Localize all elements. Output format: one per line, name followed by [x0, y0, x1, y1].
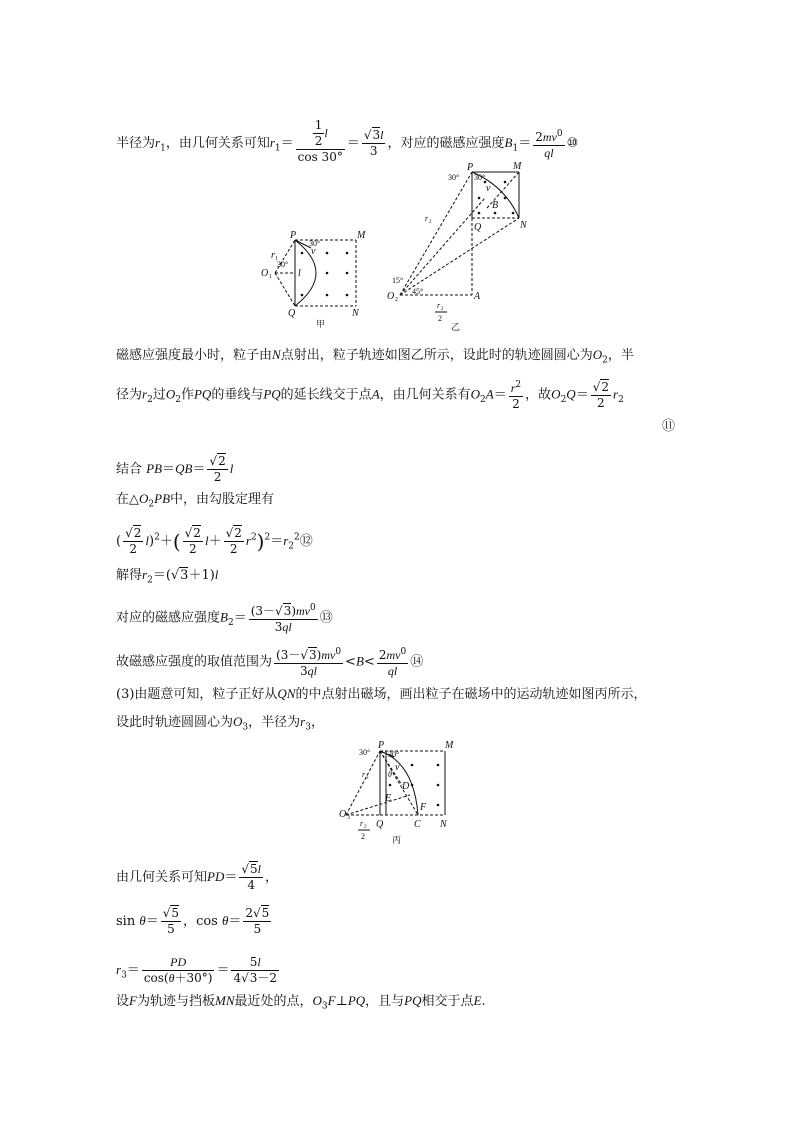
text-line-9: 故磁感应强度的取值范围为 $\frac{(3-√3)mv^0}{3ql}$ <B< $\frac{2mv^0}{ql}$ ⑭	[116, 647, 424, 678]
angle-label: 15°	[392, 276, 404, 285]
equation-ref: ⑩	[566, 136, 579, 151]
field-dots	[301, 252, 349, 297]
fraction: $\frac{PD}{\cos(\theta+30^\circ)}$	[143, 955, 213, 985]
svg-text:P: P	[290, 230, 297, 241]
text-segment: 解得	[116, 568, 143, 583]
svg-text:Q: Q	[474, 222, 482, 233]
text-line-15: 设F为轨迹与挡板MN最近处的点，$O_3F\perp PQ$，且与PQ相交于点E.	[116, 993, 486, 1012]
equation-ref: ⑪	[662, 419, 676, 434]
text-segment: 点射出，粒子轨迹如图乙所示，设此时的轨迹圆圆心为	[280, 348, 593, 363]
fraction: $\frac{√2}{2}$	[225, 526, 242, 556]
text-line-2: 磁感应强度最小时，粒子由N点射出，粒子轨迹如图乙所示，设此时的轨迹圆圆心为$O_2$，半	[116, 347, 634, 366]
text-line-10: (3)由题意可知，粒子正好从QN的中点射出磁场，画出粒子在磁场中的运动轨迹如图丙所示，	[116, 686, 647, 702]
fraction-denominator: 2	[438, 314, 442, 323]
text-segment: 由几何关系可知	[116, 870, 208, 885]
text-segment: 的中点射出磁场，画出粒子在磁场中的运动轨迹如图丙所示，	[295, 687, 647, 702]
text-segment: 过	[152, 387, 166, 403]
svg-text:v: v	[395, 762, 400, 773]
text-segment: 结合	[116, 462, 143, 477]
svg-text:P: P	[467, 162, 474, 173]
figure-caption-jia: 甲	[316, 319, 326, 329]
text-segment: 最近处的点，	[234, 994, 313, 1009]
figure-jia	[275, 240, 356, 306]
angle-label: 30°	[309, 239, 321, 248]
text-line-8: 对应的磁感应强度$B_2=$ $\frac{(3-√3)mv^0}{3ql}$ ⑬	[116, 603, 333, 634]
fraction: $\frac{5l}{4√3-2}$	[233, 955, 278, 985]
angle-label: 30°	[388, 750, 400, 759]
text-segment: 的延长线交于点	[280, 387, 372, 403]
svg-text:B: B	[492, 200, 499, 211]
equation-ref: ⑫	[299, 534, 313, 549]
text-segment: 对应的磁感应强度	[116, 610, 221, 626]
svg-text:A: A	[474, 291, 481, 302]
text-segment: 作	[180, 387, 194, 403]
angle-label: 30°	[474, 173, 486, 182]
text-segment: ，	[310, 715, 324, 730]
svg-text:Q: Q	[376, 819, 384, 830]
fraction: $\frac{√2}{2}$	[125, 526, 142, 556]
text-line-14: $r_3=$ $\frac{PD}{\cos(\theta+30^\circ)}$ ＝ $\frac{5l}{4√3-2}$	[116, 955, 278, 985]
text-line-12: 由几何关系可知PD＝ $\frac{√5l}{4}$ ，	[116, 862, 279, 892]
fraction: $\frac{2√5}{5}$	[245, 906, 270, 936]
text-segment: 相交于点	[421, 994, 474, 1009]
text-segment: ，且与	[365, 994, 405, 1009]
svg-text:r: r	[362, 770, 366, 779]
svg-text:O: O	[339, 809, 347, 820]
svg-text:v: v	[486, 183, 491, 194]
svg-text:1: 1	[269, 274, 272, 280]
svg-text:D: D	[402, 781, 410, 792]
svg-text:θ: θ	[388, 770, 392, 779]
text-segment: 故磁感应强度的取值范围为	[116, 654, 273, 670]
text-segment: 设此时轨迹圆圆心为	[116, 715, 234, 730]
fraction: $\frac{r^2}{2}$	[510, 380, 522, 411]
svg-text:1: 1	[275, 256, 278, 262]
text-line-11: 设此时轨迹圆圆心为$O_3$，半径为$r_3$，	[116, 714, 324, 733]
figure-bing	[330, 735, 470, 847]
svg-text:r: r	[437, 301, 441, 310]
svg-text:r: r	[425, 214, 429, 223]
text-segment: (3)由题意可知，粒子正好从	[116, 687, 278, 702]
text-segment: 径为	[116, 387, 143, 403]
svg-text:E: E	[385, 793, 392, 804]
fraction: $\frac{2mv^0}{ql}$	[378, 647, 407, 678]
fraction-denominator: 2	[361, 832, 365, 841]
equation-ref: ⑭	[410, 654, 424, 670]
text-line-4: 结合 PB＝QB＝ $\frac{√2}{2}$ l	[116, 454, 234, 484]
svg-text:3: 3	[364, 825, 367, 830]
text-line-3: 径为$r_2$过$O_2$作PQ的垂线与PQ的延长线交于点A，由几何关系有$O_2A=$ $\frac{r^2}{2}$ ，故$O_2Q=$ $\frac{√2}{2}$ $r_2$	[116, 379, 624, 411]
line1-mid: ，由几何关系可知	[165, 136, 270, 151]
fraction: $\frac{1}{2}$ l cos 30°	[297, 118, 343, 164]
figure-caption-yi: 乙	[451, 322, 461, 332]
fraction: $\frac{√2}{2}$	[592, 379, 609, 410]
fraction: $\frac{√3l}{3}$	[363, 128, 384, 158]
text-line-13: sin θ＝ $\frac{√5}{5}$ ，cos θ＝ $\frac{2√5}{5}$	[116, 906, 270, 936]
svg-text:l: l	[298, 268, 301, 279]
text-segment: ，故	[525, 387, 552, 403]
angle-label: 30°	[448, 173, 460, 182]
svg-text:N: N	[352, 308, 359, 319]
svg-text:Q: Q	[288, 308, 296, 319]
angle-label: 45°	[412, 287, 424, 296]
text-segment: 磁感应强度最小时，粒子由	[116, 348, 273, 363]
figure-caption-bing: 丙	[392, 835, 402, 845]
svg-text:r: r	[360, 819, 364, 828]
text-line-7: 解得$r_2=(√3+1)l$	[116, 567, 219, 586]
text-segment: 的垂线与	[211, 387, 264, 403]
figure-jia-yi	[255, 158, 540, 338]
text-segment: ，半径为	[248, 715, 301, 730]
svg-text:v: v	[311, 246, 316, 257]
svg-text:2: 2	[441, 307, 444, 312]
svg-text:2: 2	[395, 297, 398, 303]
svg-text:N: N	[520, 220, 527, 231]
line1-prefix: 半径为	[116, 136, 156, 151]
text-line-1: 半径为$r_1$，由几何关系可知$r_1=$ $\frac{1}{2}$ l cos 30° ＝ $\frac{√3l}{3}$ ，对应的磁感应强度$B_1=$ $\frac{2mv^0}{ql}$ ⑩	[116, 118, 579, 164]
fraction: $\frac{√5}{5}$	[162, 906, 180, 936]
fraction: $\frac{√2}{2}$	[184, 526, 201, 556]
svg-text:F: F	[420, 802, 427, 813]
text-line-6: ( $\frac{√2}{2}$ l)$^2$＋( $\frac{√2}{2}$ l＋ $\frac{√2}{2}$ $r^2)^2=r_2^2⑫$	[116, 526, 313, 556]
fraction: $\frac{(3-√3)mv^0}{3ql}$	[276, 647, 342, 678]
svg-text:M: M	[357, 230, 366, 241]
svg-text:3: 3	[347, 815, 350, 821]
svg-text:2: 2	[429, 220, 432, 225]
svg-text:N: N	[440, 819, 447, 830]
text-segment: 设	[116, 994, 130, 1009]
svg-text:r: r	[271, 250, 275, 261]
angle-label: 30°	[277, 260, 289, 269]
svg-text:M: M	[513, 161, 522, 172]
svg-text:M: M	[445, 740, 454, 751]
text-segment: ，由几何关系有	[379, 387, 471, 403]
text-segment: 为轨迹与挡板	[136, 994, 215, 1009]
figure-yi	[400, 172, 519, 295]
text-segment: 在△	[116, 492, 139, 507]
fraction: $\frac{√5l}{4}$	[241, 862, 262, 892]
svg-text:C: C	[414, 819, 421, 830]
svg-text:P: P	[378, 740, 385, 751]
svg-text:3: 3	[366, 776, 369, 781]
text-line-5: 在$\triangle O_2PB$中，由勾股定理有	[116, 491, 275, 510]
svg-text:O: O	[387, 291, 395, 302]
line1-suffix: ，对应的磁感应强度	[387, 136, 505, 151]
fraction: $\frac{√2}{2}$	[209, 454, 226, 484]
text-segment: ，半	[607, 348, 634, 363]
fraction: $\frac{(3-√3)mv^0}{3ql}$	[250, 603, 316, 634]
fraction: $\frac{2mv^0}{ql}$	[535, 128, 563, 160]
text-segment: 中，由勾股定理有	[170, 492, 275, 507]
text-segment: ，	[183, 914, 197, 929]
angle-label: 30°	[359, 748, 371, 757]
svg-text:O: O	[261, 268, 269, 279]
equation-ref: ⑬	[319, 610, 333, 626]
